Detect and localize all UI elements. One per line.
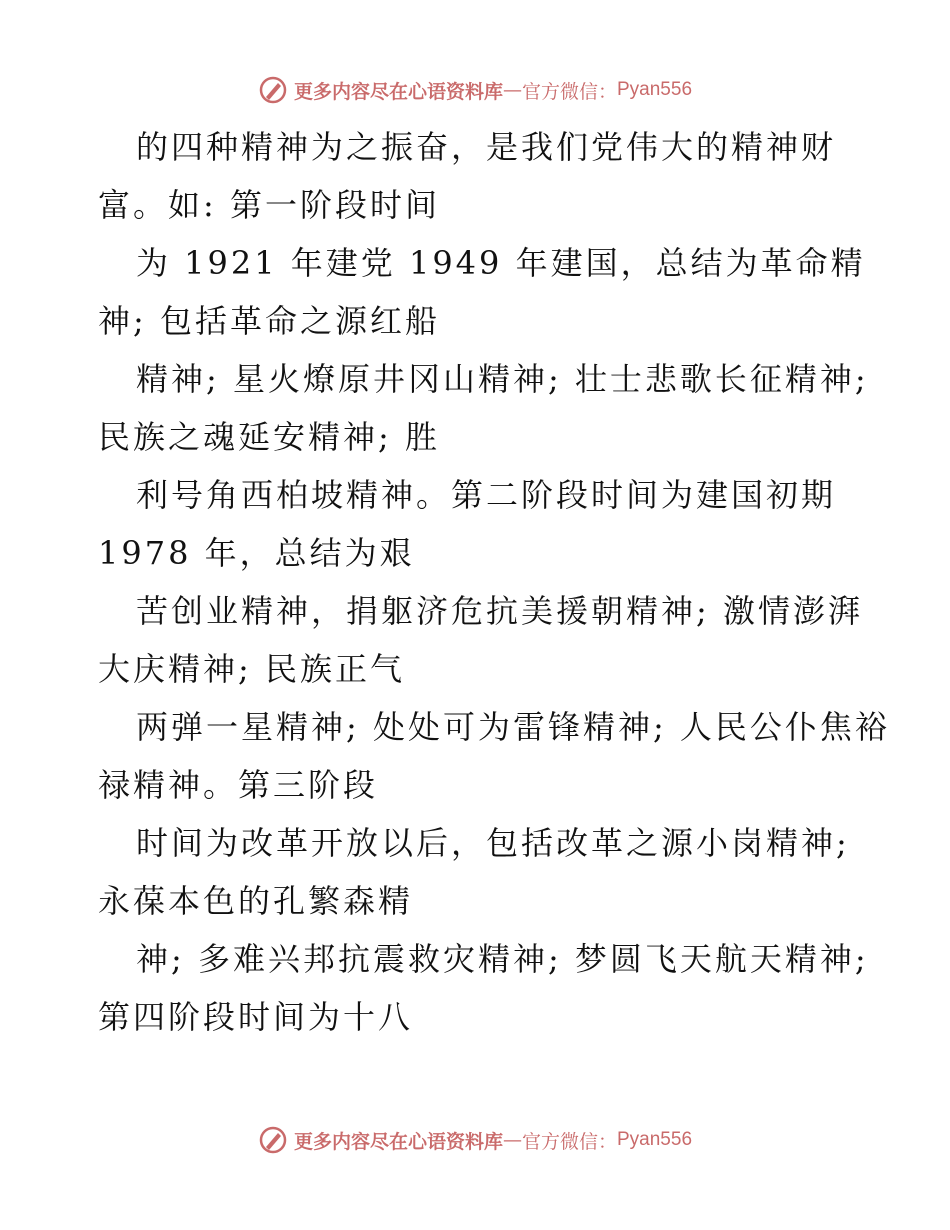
pen-logo-icon (258, 75, 288, 105)
watermark-dash: — (502, 1129, 522, 1151)
body-line: 富。如: 第一阶段时间 (98, 186, 440, 224)
body-line: 时间为改革开放以后，包括改革之源小岗精神; (136, 824, 850, 862)
body-line: 两弹一星精神; 处处可为雷锋精神; 人民公仆焦裕 (136, 708, 890, 746)
footer-watermark (0, 1120, 950, 1160)
watermark-site-text: 更多内容尽在心语资料库 (293, 80, 503, 103)
watermark-wechat-label: 官方微信： (521, 80, 617, 103)
document-body (98, 118, 890, 1046)
watermark-wechat-id: Pyan556 (617, 79, 693, 100)
body-line: 利号角西柏坡精神。第二阶段时间为建国初期 (136, 476, 837, 514)
body-line: 第四阶段时间为十八 (98, 998, 414, 1036)
body-line: 为 1921 年建党 1949 年建国，总结为革命精 (136, 244, 866, 282)
body-line: 神; 包括革命之源红船 (98, 302, 440, 340)
body-line: 永葆本色的孔繁森精 (98, 882, 414, 920)
watermark-wechat-id: Pyan556 (617, 1129, 693, 1150)
body-line: 1978 年，总结为艰 (98, 534, 415, 572)
watermark-wechat-label: 官方微信： (521, 1130, 617, 1153)
watermark-dash: — (502, 79, 522, 101)
body-line: 苦创业精神，捐躯济危抗美援朝精神; 激情澎湃 (136, 592, 863, 630)
body-line: 精神; 星火燎原井冈山精神; 壮士悲歌长征精神; (136, 360, 869, 398)
body-line: 神; 多难兴邦抗震救灾精神; 梦圆飞天航天精神; (136, 940, 869, 978)
body-line: 民族之魂延安精神; 胜 (98, 418, 440, 456)
body-line: 的四种精神为之振奋，是我们党伟大的精神财 (136, 128, 837, 166)
watermark-site-text: 更多内容尽在心语资料库 (293, 1130, 503, 1153)
body-line: 大庆精神; 民族正气 (98, 650, 405, 688)
header-watermark (0, 70, 950, 110)
body-line: 禄精神。第三阶段 (98, 766, 379, 804)
pen-logo-icon (258, 1125, 288, 1155)
